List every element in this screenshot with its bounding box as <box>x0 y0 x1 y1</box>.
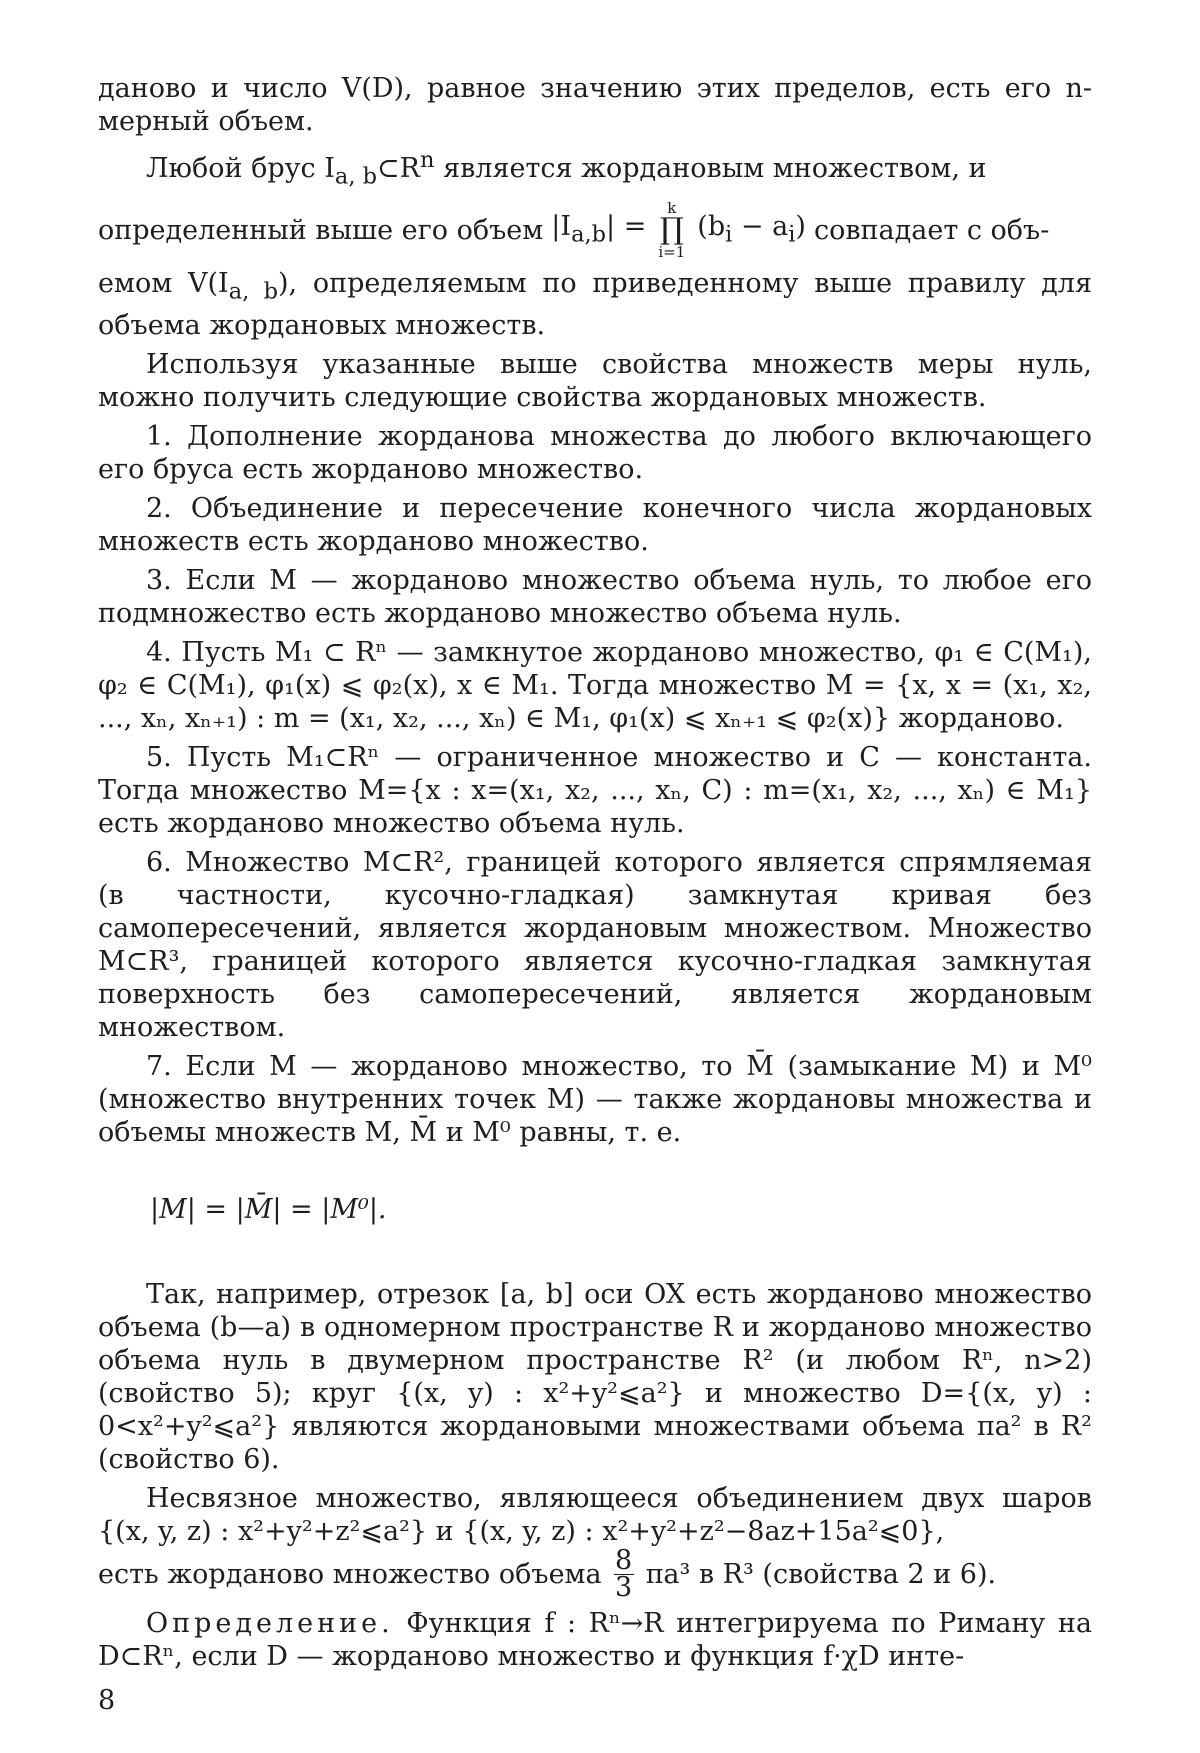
volume-term-open: (b <box>697 210 726 242</box>
volume-before: определенный выше его объем <box>98 214 544 246</box>
volume-term-sub-1: i <box>725 221 733 248</box>
volume-expression <box>551 210 646 251</box>
volume-term-close: ) <box>795 210 806 242</box>
volume-equality-formula: |M| = |M̄| = |M⁰|. <box>150 1193 387 1225</box>
volume-continuation <box>98 267 1092 341</box>
property-7: 7. Если M — жорданово множество, то M̄ (замыкание M) и M⁰ (множество внутренних точек M) — также жордановы множества и объемы множеств M, M̄ и M⁰ равны, т. е. <box>98 1050 1092 1148</box>
property-2: 2. Объединение и пересечение конечного числа жордановых множеств есть жорданово множество. <box>98 492 1092 557</box>
volume-term-sub-2: i <box>788 221 796 248</box>
disconnected-volume-after: πa³ в R³ (свойства 2 и 6). <box>645 1558 997 1590</box>
property-5: 5. Пусть M₁⊂Rⁿ — ограниченное множество и C — константа. Тогда множество M={x : x=(x₁, x₂, ..., xₙ, C) : m=(x₁, x₂, ..., xₙ) ∈ M₁} есть жорданово множество объема нуль. <box>98 741 1092 839</box>
disconnected-volume-line <box>98 1544 1092 1603</box>
definition-word: Определение. <box>146 1607 394 1639</box>
example-paragraph: Так, например, отрезок [a, b] оси OX есть жорданово множество объема (b—a) в одномерном пространстве R и жорданово множество объема нуль в двумерном пространстве R² (и любом Rⁿ, n>2) (свойство 5); круг {(x, y) : x²+y²⩽a²} и множество D={(x, y) : 0<x²+y²⩽a²} являются жордановыми множествами объема πa² в R² (свойство 6). <box>98 1278 1092 1475</box>
volume-abs-sub: a,b <box>571 221 607 248</box>
volume-eq: | = <box>606 210 647 242</box>
bar-sup: n <box>420 147 435 173</box>
volume-cont-sub: a, b <box>228 278 278 305</box>
property-4: 4. Пусть M₁ ⊂ Rⁿ — замкнутое жорданово множество, φ₁ ∈ C(M₁), φ₂ ∈ C(M₁), φ₁(x) ⩽ φ₂(x), x ∈ M₁. Тогда множество M = {x, x = (x₁, x₂, ..., xₙ, xₙ₊₁) : m = (x₁, x₂, ..., xₙ) ∈ M₁, φ₁(x) ⩽ xₙ₊₁ ⩽ φ₂(x)} жорданово. <box>98 636 1092 734</box>
measure-zero-paragraph: Используя указанные выше свойства множеств меры нуль, можно получить следующие свойства жордановых множеств. <box>98 348 1092 413</box>
product-top: k <box>667 199 677 218</box>
product-bottom: i=1 <box>658 243 686 262</box>
volume-after: совпадает с объ- <box>813 214 1050 246</box>
bar-sub: a, b <box>334 163 378 190</box>
fraction-denominator: 3 <box>615 1571 633 1603</box>
bar-end: является жордановым множеством, и <box>434 153 987 184</box>
intro-paragraph: даново и число V(D), равное значению этих пределов, есть его n-мерный объем. <box>98 73 1092 137</box>
volume-term-mid: − a <box>732 210 789 242</box>
bar-paragraph <box>98 144 1092 193</box>
volume-abs: |I <box>551 210 572 242</box>
volume-term <box>697 210 806 251</box>
property-6: 6. Множество M⊂R², границей которого является спрямляемая (в частности, кусочно-гладкая) замкнутая кривая без самопересечений, является жордановым множеством. Множество M⊂R³, границей которого является кусочно-гладкая замкнутая поверхность без самопересечений, является жордановым множеством. <box>98 846 1092 1043</box>
fraction-numerator: 8 <box>615 1544 633 1576</box>
volume-line <box>98 199 1092 262</box>
disconnected-set-paragraph: Несвязное множество, являющееся объединением двух шаров {(x, y, z) : x²+y²+z²⩽a²} и {(x, y, z) : x²+y²+z²−8az+15a²⩽0}, <box>98 1482 1092 1547</box>
eight-thirds-fraction <box>614 1544 634 1603</box>
bar-start: Любой брус I <box>146 153 335 184</box>
disconnected-volume-before: есть жорданово множество объема <box>98 1558 602 1590</box>
volume-cont-end: ), определяемым по приведенному выше правилу для объема жордановых множеств. <box>98 268 1092 341</box>
property-3: 3. Если M — жорданово множество объема нуль, то любое его подмножество есть жорданово множество объема нуль. <box>98 564 1092 629</box>
volume-cont: емом V(I <box>98 268 229 300</box>
definition-paragraph <box>98 1607 1092 1673</box>
bar-subset: ⊂R <box>377 153 420 184</box>
page-number: 8 <box>98 1685 116 1716</box>
property-1: 1. Дополнение жорданова множества до любого включающего его бруса есть жорданово множество. <box>98 420 1092 485</box>
product-operator <box>658 199 686 262</box>
product-symbol: ∏ <box>659 212 684 248</box>
definition-text: Функция f : Rⁿ→R интегрируема по Риману на D⊂Rⁿ, если D — жорданово множество и функция f·χD инте- <box>98 1607 1092 1672</box>
